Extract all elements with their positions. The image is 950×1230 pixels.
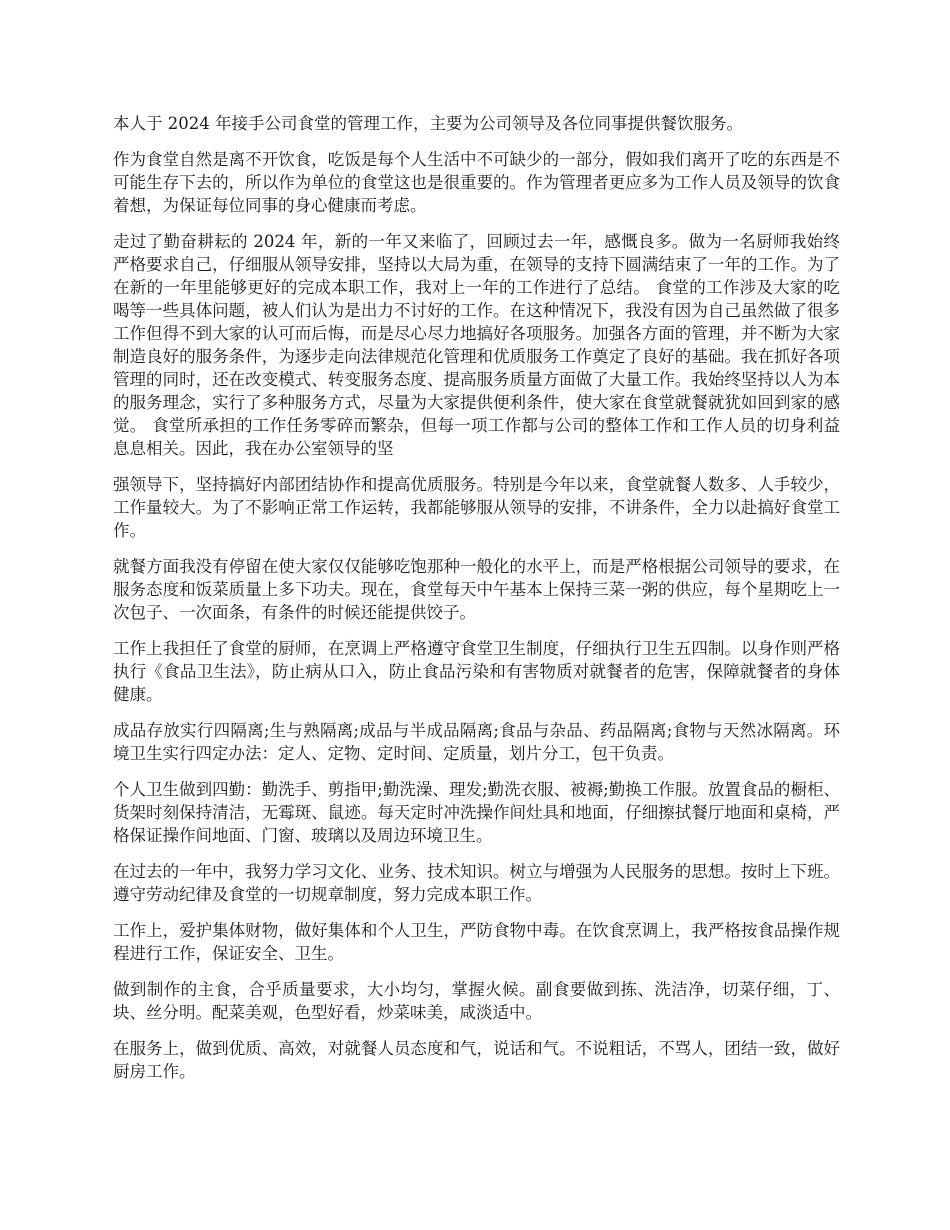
paragraph-3: 走过了勤奋耕耘的 2024 年，新的一年又来临了，回顾过去一年，感慨良多。做为一名厨师我始终严格要求自己，仔细服从领导安排，坚持以大局为重，在领导的支持下圆满结束了一年的工作。为了在新的一年里能够更好的完成本职工作，我对上一年的工作进行了总结。 食堂的工作涉及大家的吃喝等一些具体问题，被人们认为是出力不讨好的工作。在这种情况下，我没有因为自己虽然做了很多工作但得不到大家的认可而后悔，而是尽心尽力地搞好各项服务。加强各方面的管理，并不断为大家制造良好的服务条件，为逐步走向法律规范化管理和优质服务工作奠定了良好的基础。我在抓好各项管理的同时，还在改变模式、转变服务态度、提高服务质量方面做了大量工作。我始终坚持以人为本的服务理念，实行了多种服务方式，尽量为大家提供便利条件，使大家在食堂就餐就犹如回到家的感觉。 食堂所承担的工作任务零碎而繁杂，但每一项工作都与公司的整体工作和工作人员的切身利益息息相关。因此，我在办公室领导的坚 [113, 232, 840, 458]
paragraph-6: 工作上我担任了食堂的厨师，在烹调上严格遵守食堂卫生制度，仔细执行卫生五四制。以身作则严格执行《食品卫生法》，防止病从口入，防止食品污染和有害物质对就餐者的危害，保障就餐者的身体健康。 [113, 639, 840, 704]
paragraph-9: 在过去的一年中，我努力学习文化、业务、技术知识。树立与增强为人民服务的思想。按时上下班。遵守劳动纪律及食堂的一切规章制度，努力完成本职工作。 [113, 862, 840, 904]
paragraph-4: 强领导下，坚持搞好内部团结协作和提高优质服务。特别是今年以来，食堂就餐人数多、人手较少，工作量较大。为了不影响正常工作运转，我都能够服从领导的安排，不讲条件，全力以赴搞好食堂工作。 [113, 475, 840, 540]
paragraph-10: 工作上，爱护集体财物，做好集体和个人卫生，严防食物中毒。在饮食烹调上，我严格按食品操作规程进行工作，保证安全、卫生。 [113, 921, 840, 963]
paragraph-7: 成品存放实行四隔离;生与熟隔离;成品与半成品隔离;食品与杂品、药品隔离;食物与天然冰隔离。环境卫生实行四定办法：定人、定物、定时间、定质量，划片分工，包干负责。 [113, 721, 840, 763]
paragraph-1: 本人于 2024 年接手公司食堂的管理工作，主要为公司领导及各位同事提供餐饮服务。 [113, 114, 743, 133]
paragraph-2: 作为食堂自然是离不开饮食，吃饭是每个人生活中不可缺少的一部分，假如我们离开了吃的东西是不可能生存下去的，所以作为单位的食堂这也是很重要的。作为管理者更应多为工作人员及领导的饮食着想，为保证每位同事的身心健康而考虑。 [113, 150, 840, 215]
paragraph-11: 做到制作的主食，合乎质量要求，大小均匀，掌握火候。副食要做到拣、洗洁净，切菜仔细，丁、块、丝分明。配菜美观，色型好看，炒菜味美，咸淡适中。 [113, 980, 840, 1022]
paragraph-5: 就餐方面我没有停留在使大家仅仅能够吃饱那种一般化的水平上，而是严格根据公司领导的要求，在服务态度和饭菜质量上多下功夫。现在，食堂每天中午基本上保持三菜一粥的供应，每个星期吃上一次包子、一次面条，有条件的时候还能提供饺子。 [113, 557, 840, 622]
paragraph-12: 在服务上，做到优质、高效，对就餐人员态度和气，说话和气。不说粗话，不骂人，团结一致，做好厨房工作。 [113, 1039, 840, 1081]
paragraph-8: 个人卫生做到四勤：勤洗手、剪指甲;勤洗澡、理发;勤洗衣服、被褥;勤换工作服。放置食品的橱柜、货架时刻保持清洁，无霉斑、鼠迹。每天定时冲洗操作间灶具和地面，仔细擦拭餐厅地面和桌椅，严格保证操作间地面、门窗、玻璃以及周边环境卫生。 [113, 780, 840, 845]
